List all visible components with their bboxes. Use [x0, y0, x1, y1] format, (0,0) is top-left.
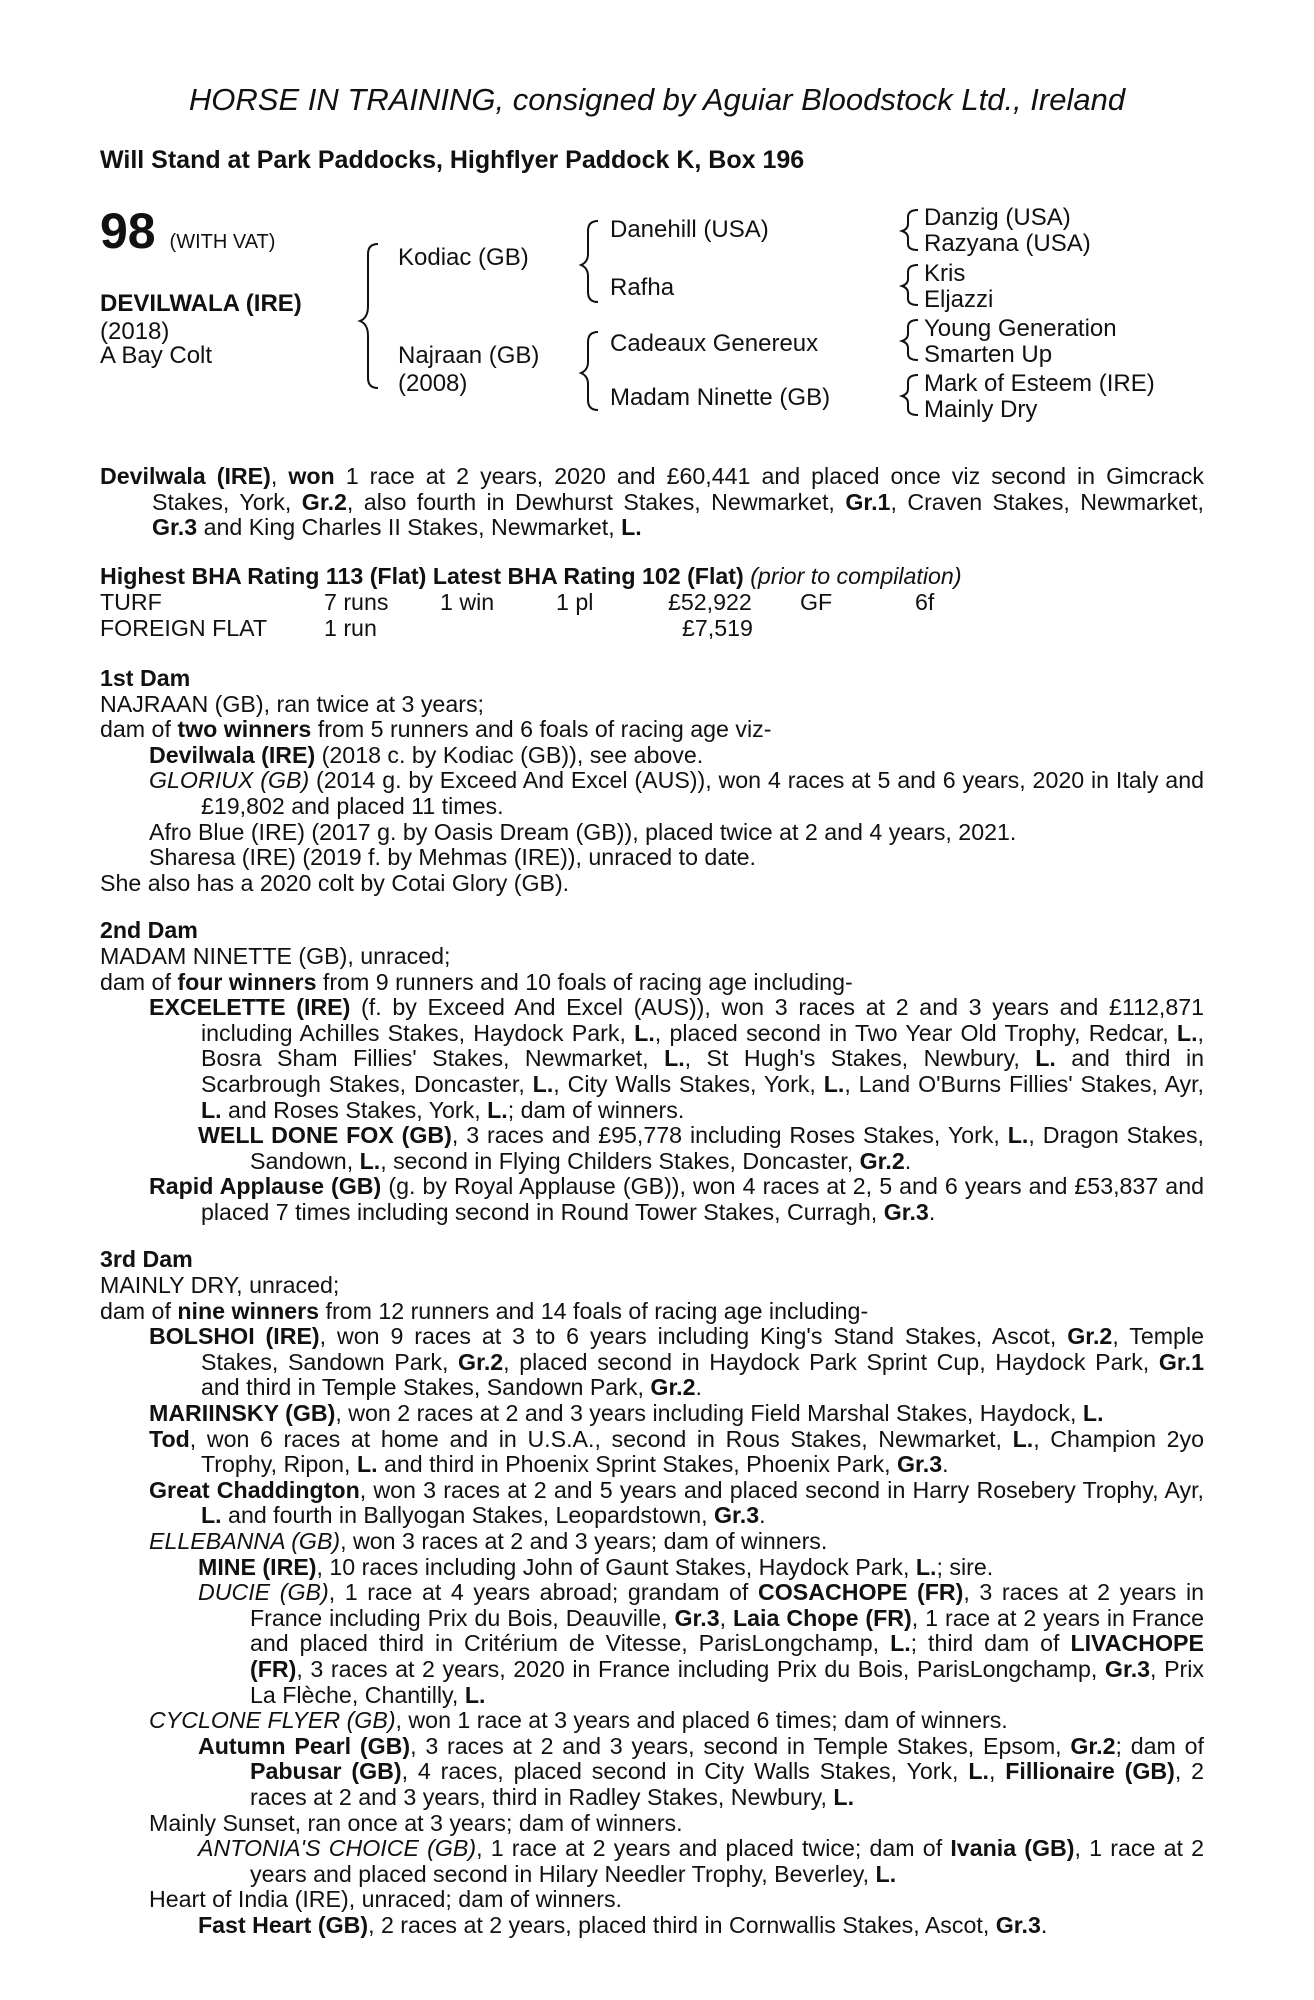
brace-g3: [902, 320, 918, 360]
foal-entry: ANTONIA'S CHOICE (GB), 1 race at 2 years and placed twice; dam of Ivania (GB), 1 race at 2 years and placed second in Hilary Needler Trophy, Beverley, L.: [198, 1835, 1204, 1887]
brace-sire: [581, 221, 598, 302]
dam-sire-sire: Young Generation: [924, 315, 1117, 342]
foal-entry: Mainly Sunset, ran once at 3 years; dam of winners.: [149, 1809, 683, 1836]
brace-main: [360, 244, 378, 388]
rating-earnings: £7,519: [682, 615, 753, 641]
rating-type: FOREIGN FLAT: [100, 615, 268, 641]
foal-entry: Heart of India (IRE), unraced; dam of winners.: [149, 1886, 622, 1913]
first-dam-heading: 1st Dam: [100, 665, 191, 691]
foal-entry: Rapid Applause (GB) (g. by Royal Applause (GB)), won 4 races at 2, 5 and 6 years and £53,837 and placed 7 times including second in Round Tower Stakes, Curragh, Gr.3.: [149, 1173, 1204, 1225]
second-dam-produce-line: dam of four winners from 9 runners and 10 foals of racing age including-: [100, 968, 853, 995]
foal-entry: BOLSHOI (IRE), won 9 races at 3 to 6 years including King's Stand Stakes, Ascot, Gr.2, Temple Stakes, Sandown Park, Gr.2, placed second in Haydock Park Sprint Cup, Haydock Park, Gr.1 and third in Temple Stakes, Sandown Park, Gr.2.: [149, 1323, 1204, 1401]
race-summary: [100, 464, 1204, 541]
second-dam-heading: 2nd Dam: [100, 917, 198, 944]
sire-sire-dam: Razyana (USA): [924, 230, 1091, 257]
rating-earnings: £52,922: [668, 589, 752, 615]
sire-dam-dam: Eljazzi: [924, 286, 994, 313]
dam-dam-dam: Mainly Dry: [924, 396, 1038, 423]
dam: Najraan (GB): [398, 342, 540, 369]
horse-year: (2018): [100, 318, 170, 345]
dam-dam: Madam Ninette (GB): [610, 384, 831, 411]
sire-sire-sire: Danzig (USA): [924, 204, 1071, 231]
rating-table: [100, 590, 1204, 642]
foal-entry: Great Chaddington, won 3 races at 2 and 5 years and placed second in Harry Rosebery Trophy, Ayr, L. and fourth in Ballyogan Stakes, Leopardstown, Gr.3.: [149, 1476, 1204, 1529]
first-dam-note: She also has a 2020 colt by Cotai Glory (GB).: [100, 869, 570, 896]
second-dam-line: MADAM NINETTE (GB), unraced;: [100, 942, 451, 969]
dam-year: (2008): [398, 370, 468, 397]
vat-note: (WITH VAT): [169, 231, 276, 253]
foal-entry: Autumn Pearl (GB), 3 races at 2 and 3 years, second in Temple Stakes, Epsom, Gr.2; dam of Pabusar (GB), 4 races, placed second in City Walls Stakes, York, L., Fillionaire (GB), 2 races at 2 and 3 years, third in Radley Stakes, Newbury, L.: [198, 1732, 1205, 1810]
foal-entry: DUCIE (GB), 1 race at 4 years abroad; grandam of COSACHOPE (FR), 3 races at 2 years in France including Prix du Bois, Deauville, Gr.3, Laia Chope (FR), 1 race at 2 years in France and placed third in Critérium de Vitesse, ParisLongchamp, L.; third dam of LIVACHOPE (FR), 3 races at 2 years, 2020 in France including Prix du Bois, ParisLongchamp, Gr.3, Prix La Flèche, Chantilly, L.: [198, 1579, 1205, 1708]
third-dam-heading: 3rd Dam: [100, 1246, 193, 1273]
rating-heading-note: (prior to compilation): [750, 563, 962, 589]
foal-entry: EXCELETTE (IRE) (f. by Exceed And Excel (AUS)), won 3 races at 2 and 3 years and £112,871 including Achilles Stakes, Haydock Park, L., placed second in Two Year Old Trophy, Redcar, L., Bosra Sham Fillies' Stakes, Newmarket, L., St Hugh's Stakes, Newbury, L. and third in Scarbrough Stakes, Doncaster, L., City Walls Stakes, York, L., Land O'Burns Fillies' Stakes, Ayr, L. and Roses Stakes, York, L.; dam of winners.: [149, 994, 1205, 1123]
lot-number-value: 98: [100, 203, 156, 259]
brace-dam: [581, 332, 598, 410]
rating-distance: 6f: [915, 589, 935, 615]
foal-entry: MARIINSKY (GB), won 2 races at 2 and 3 years including Field Marshal Stakes, Haydock, L.: [149, 1400, 1104, 1427]
foal-entry: Fast Heart (GB), 2 races at 2 years, placed third in Cornwallis Stakes, Ascot, Gr.3.: [198, 1911, 1048, 1938]
rating-runs: 7 runs: [324, 589, 389, 615]
foal-entry: ELLEBANNA (GB), won 3 races at 2 and 3 years; dam of winners.: [149, 1528, 828, 1554]
foal-entry: CYCLONE FLYER (GB), won 1 race at 3 years and placed 6 times; dam of winners.: [149, 1707, 1008, 1734]
stand-location: Will Stand at Park Paddocks, Highflyer Paddock K, Box 196: [100, 146, 805, 174]
rating-heading-bold: Highest BHA Rating 113 (Flat) Latest BHA Rating 102 (Flat): [100, 563, 744, 589]
horse-name: DEVILWALA (IRE): [100, 290, 302, 317]
brace-g4: [902, 375, 918, 415]
third-dam-line: MAINLY DRY, unraced;: [100, 1272, 340, 1299]
rating-type: TURF: [100, 589, 162, 615]
page-title: HORSE IN TRAINING, consigned by Aguiar Bloodstock Ltd., Ireland: [188, 82, 1126, 117]
dam-sire: Cadeaux Genereux: [610, 330, 819, 357]
sire-dam-sire: Kris: [924, 260, 966, 287]
dam-sire-dam: Smarten Up: [924, 341, 1053, 368]
rating-runs: 1 run: [324, 615, 377, 641]
foal-entry: GLORIUX (GB) (2014 g. by Exceed And Excel (AUS)), won 4 races at 5 and 6 years, 2020 in Italy and £19,802 and placed 11 times.: [149, 767, 1204, 819]
first-dam-line: NAJRAAN (GB), ran twice at 3 years;: [100, 690, 484, 717]
sire-dam: Rafha: [610, 274, 675, 301]
brace-g1: [902, 210, 918, 250]
dam-dam-sire: Mark of Esteem (IRE): [924, 370, 1155, 397]
sire: Kodiac (GB): [398, 244, 529, 271]
foal-entry: WELL DONE FOX (GB), 3 races and £95,778 including Roses Stakes, York, L., Dragon Stakes, Sandown, L., second in Flying Childers Stakes, Doncaster, Gr.2.: [198, 1122, 1204, 1174]
horse-description: A Bay Colt: [100, 342, 213, 369]
foal-entry: MINE (IRE), 10 races including John of Gaunt Stakes, Haydock Park, L.; sire.: [198, 1553, 994, 1580]
foal-entry: Devilwala (IRE) (2018 c. by Kodiac (GB)), see above.: [149, 741, 704, 768]
foal-entry: Tod, won 6 races at home and in U.S.A., second in Rous Stakes, Newmarket, L., Champion 2yo Trophy, Ripon, L. and third in Phoenix Sprint Stakes, Phoenix Park, Gr.3.: [149, 1425, 1205, 1478]
foal-entry: Afro Blue (IRE) (2017 g. by Oasis Dream (GB)), placed twice at 2 and 4 years, 2021.: [149, 818, 1017, 845]
foal-entry: Sharesa (IRE) (2019 f. by Mehmas (IRE)), unraced to date.: [149, 844, 756, 871]
rating-going: GF: [800, 589, 833, 615]
summary-won: won: [288, 463, 335, 489]
rating-placed: 1 pl: [556, 589, 594, 615]
summary-horse-name: Devilwala (IRE): [100, 463, 271, 489]
brace-g2: [902, 265, 918, 305]
summary-paragraph: Devilwala (IRE), won 1 race at 2 years, 2020 and £60,441 and placed once viz second in Gimcrack Stakes, York, Gr.2, also fourth in Dewhurst Stakes, Newmarket, Gr.1, Craven Stakes, Newmarket, Gr.3 and King Charles II Stakes, Newmarket, L.: [100, 463, 1205, 541]
first-dam-produce-line: dam of two winners from 5 runners and 6 foals of racing age viz-: [100, 716, 772, 743]
rating-wins: 1 win: [440, 589, 495, 615]
dam-sections: [100, 644, 1204, 1939]
rating-heading: [100, 564, 1204, 590]
third-dam-produce-line: dam of nine winners from 12 runners and 14 foals of racing age including-: [100, 1297, 869, 1324]
sire-sire: Danehill (USA): [610, 216, 769, 243]
